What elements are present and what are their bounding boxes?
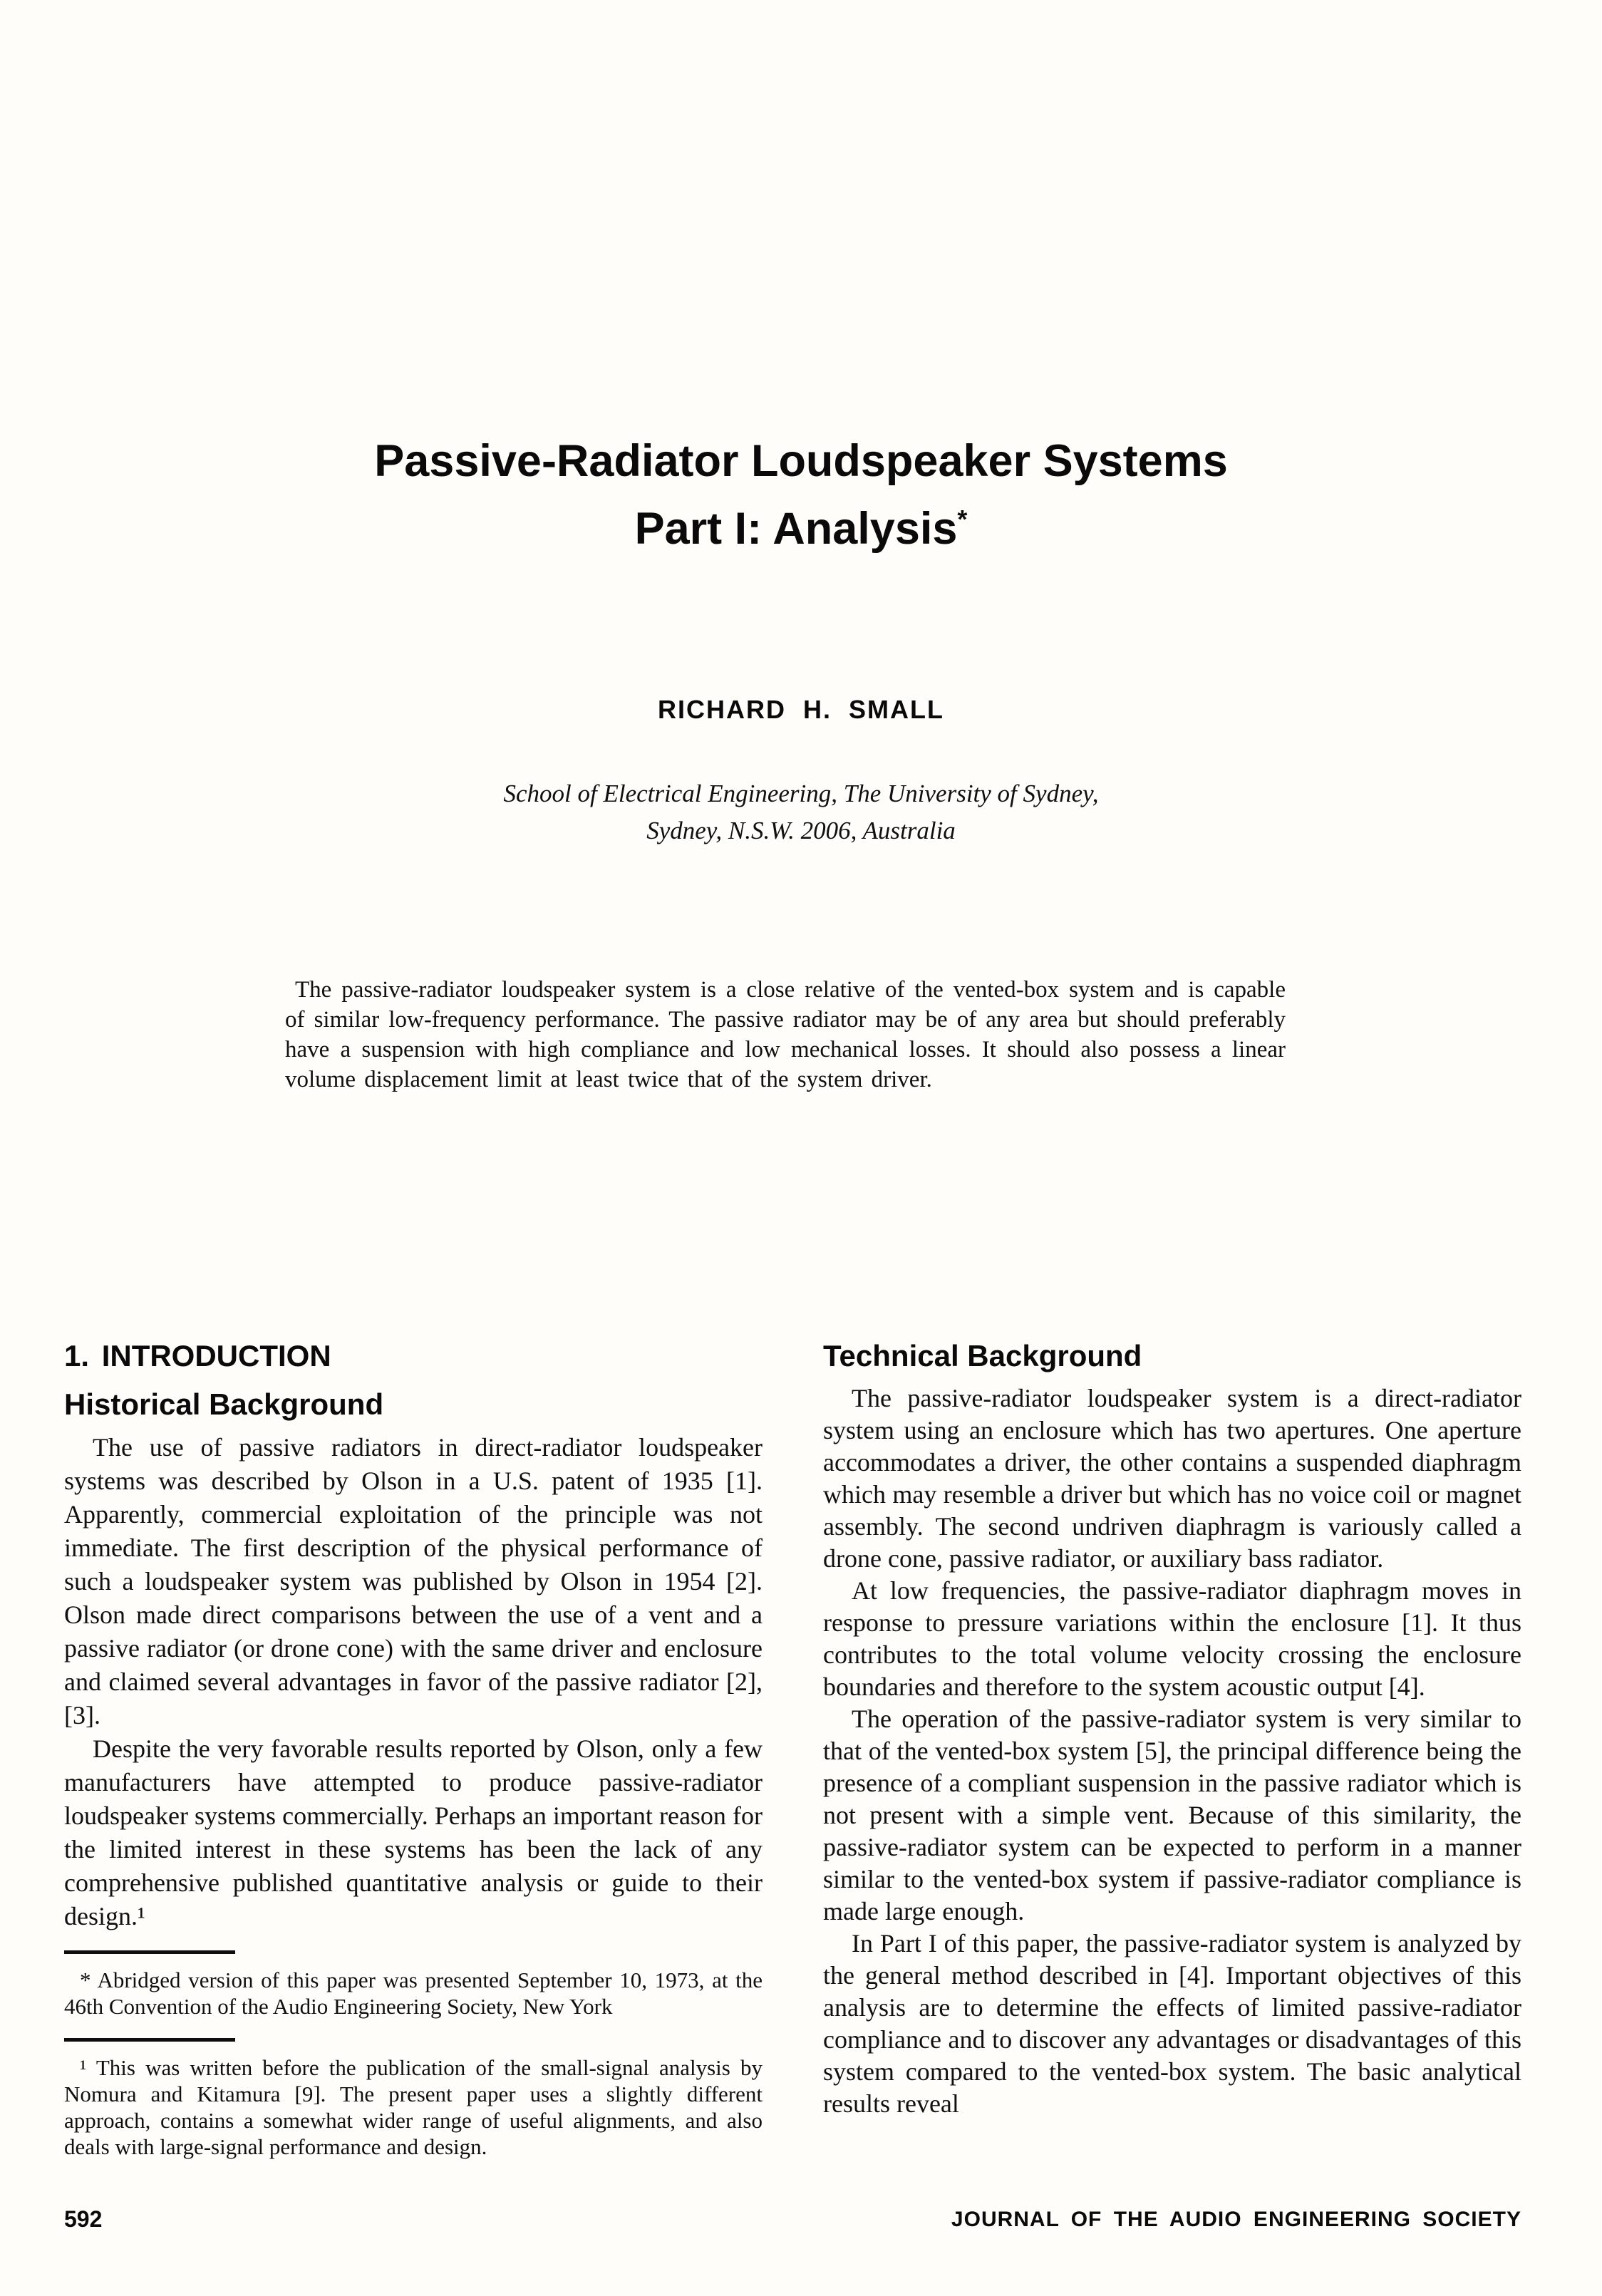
two-column-body xyxy=(64,1340,1521,2160)
footnote-1: ¹ This was written before the publication of the small-signal analysis by Nomura and Kitamura [9]. The present paper uses a slightly different approach, contains a somewhat wider range of useful alignments, and also deals with large-signal performance and design. xyxy=(64,2055,763,2159)
paper-title-line2: Part I: Analysis xyxy=(634,504,958,554)
abstract-text: The passive-radiator loudspeaker system is a close relative of the vented-box system and is capable of similar low-frequency performance. The passive radiator may be of any area but should preferably have a suspension with high compliance and low mechanical losses. It should also possess a linear volume displacement limit at least twice that of the system driver. xyxy=(285,977,1286,1092)
paragraph: The passive-radiator loudspeaker system is a direct-radiator system using an enclosure which has two apertures. One aperture accommodates a driver, the other contains a suspended diaphragm which may resemble a driver but which has no voice coil or magnet assembly. The second undriven diaphragm is variously called a drone cone, passive radiator, or auxiliary bass radiator. xyxy=(823,1384,1521,1573)
right-column xyxy=(823,1340,1521,2120)
left-column xyxy=(64,1340,763,2160)
affiliation-line2: Sydney, N.S.W. 2006, Australia xyxy=(646,817,956,844)
section-heading-technical-background: Technical Background xyxy=(823,1339,1142,1372)
footnote-divider xyxy=(64,1950,235,1954)
paragraph: The operation of the passive-radiator system is very similar to that of the vented-box system [5], the principal difference being the presence of a compliant suspension in the passive radiator which is not present with a simple vent. Because of this similarity, the passive-radiator system can be expected to perform in a manner similar to the vented-box system if passive-radiator compliance is made large enough. xyxy=(823,1705,1521,1925)
section-heading-introduction: 1. INTRODUCTION xyxy=(64,1339,331,1372)
affiliation-line1: School of Electrical Engineering, The University of Sydney, xyxy=(503,780,1099,807)
footnote-star: * Abridged version of this paper was presented September 10, 1973, at the 46th Convention of the Audio Engineering Society, New York xyxy=(64,1967,763,2019)
paragraph: The use of passive radiators in direct-radiator loudspeaker systems was described by Olson in a U.S. patent of 1935 [1]. Apparently, commercial exploitation of the principle was not immediate. The first description of the physical performance of such a loudspeaker system was published by Olson in 1954 [2]. Olson made direct comparisons between the use of a vent and a passive radiator (or drone cone) with the same driver and enclosure and claimed several advantages in favor of the passive radiator [2], [3]. xyxy=(64,1433,763,1729)
journal-footer: JOURNAL OF THE AUDIO ENGINEERING SOCIETY xyxy=(951,2208,1521,2231)
paragraph: Despite the very favorable results reported by Olson, only a few manufacturers have attempted to produce passive-radiator loudspeaker systems commercially. Perhaps an important reason for the limited interest in these systems has been the lack of any comprehensive published quantitative analysis or guide to their design.¹ xyxy=(64,1734,763,1930)
paper-title-line1: Passive-Radiator Loudspeaker Systems xyxy=(374,436,1228,486)
subsection-heading-historical-background: Historical Background xyxy=(64,1387,384,1421)
affiliation xyxy=(0,775,1602,849)
page-number: 592 xyxy=(64,2206,103,2232)
paragraph: In Part I of this paper, the passive-radiator system is analyzed by the general method described in [4]. Important objectives of this analysis are to determine the effects of limited passive-radiator compliance and to discover any advantages or disadvantages of this system compared to the vented-box system. The basic analytical results reveal xyxy=(823,1929,1521,2118)
paper-title xyxy=(0,428,1602,563)
author-name: RICHARD H. SMALL xyxy=(658,695,944,724)
paper-title-line2-wrap xyxy=(0,495,1602,563)
title-footnote-marker: * xyxy=(957,505,968,534)
paragraph: At low frequencies, the passive-radiator diaphragm moves in response to pressure variations within the enclosure [1]. It thus contributes to the total volume velocity crossing the enclosure boundaries and therefore to the system acoustic output [4]. xyxy=(823,1576,1521,1701)
footnote-divider xyxy=(64,2038,235,2042)
